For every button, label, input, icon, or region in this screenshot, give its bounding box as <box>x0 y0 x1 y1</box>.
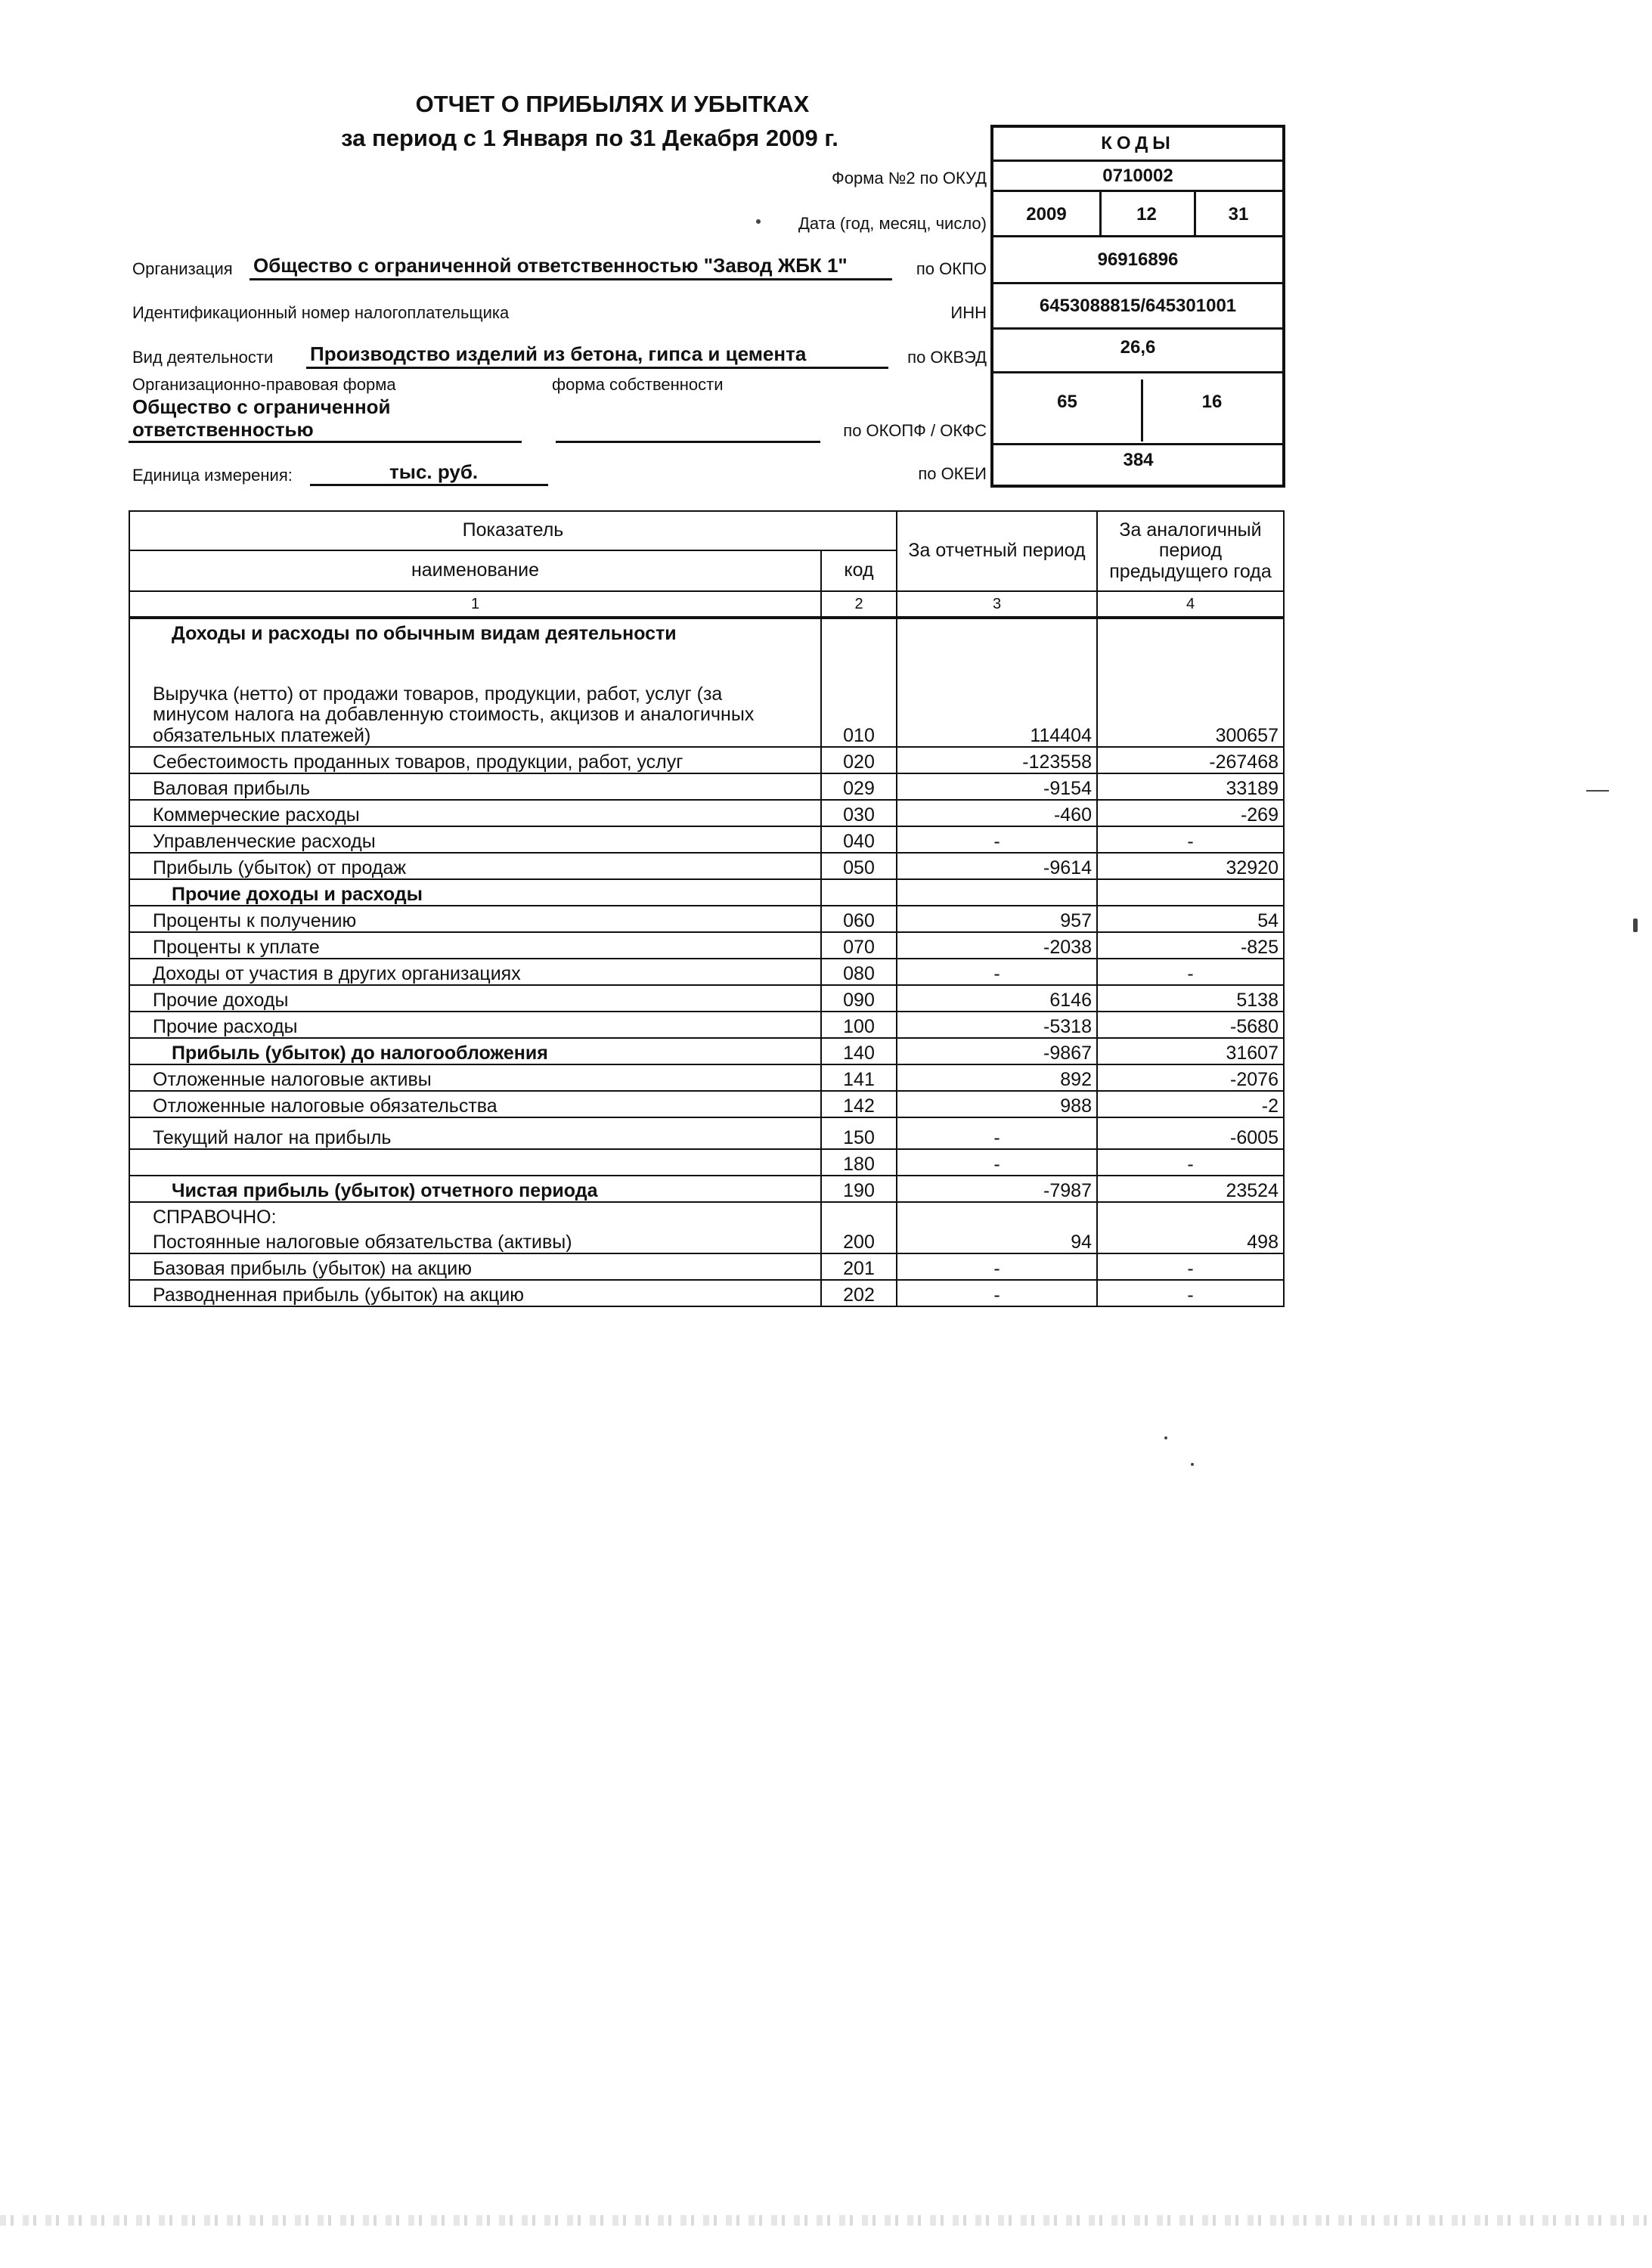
unit-label: Единица измерения: <box>132 466 293 485</box>
scan-speck <box>1164 1436 1167 1439</box>
divider <box>1141 380 1143 442</box>
scan-speck <box>1586 790 1609 792</box>
row-current: - <box>897 1280 1097 1306</box>
row-name: Разводненная прибыль (убыток) на акцию <box>129 1280 821 1306</box>
row-code: 141 <box>821 1064 897 1091</box>
codes-heading: КОДЫ <box>993 128 1282 162</box>
okei-label: по ОКЕИ <box>918 464 987 483</box>
row-previous: - <box>1097 1253 1284 1280</box>
header-current-period: За отчетный период <box>897 511 1097 591</box>
row-current: -460 <box>897 800 1097 826</box>
legal-form-line1: Общество с ограниченной <box>132 395 391 418</box>
activity-value: Производство изделий из бетона, гипса и цемента <box>310 342 807 365</box>
row-code: 180 <box>821 1149 897 1176</box>
activity-label: Вид деятельности <box>132 348 274 367</box>
row-current: -123558 <box>897 747 1097 773</box>
row-previous: -269 <box>1097 800 1284 826</box>
row-previous: -6005 <box>1097 1117 1284 1149</box>
okei-code: 384 <box>1123 450 1154 470</box>
row-code: 150 <box>821 1117 897 1149</box>
row-current: 957 <box>897 906 1097 932</box>
row-previous: - <box>1097 959 1284 985</box>
row-name: Текущий налог на прибыль <box>129 1117 821 1149</box>
row-current: -5318 <box>897 1012 1097 1038</box>
row-code: 050 <box>821 853 897 879</box>
table-row <box>129 879 1284 906</box>
table-row <box>129 1228 1284 1253</box>
row-previous: - <box>1097 1149 1284 1176</box>
table-row <box>129 1064 1284 1091</box>
legal-form-underline <box>129 441 522 443</box>
date-day: 31 <box>1228 204 1249 225</box>
scan-speck <box>1633 919 1638 932</box>
row-code: 060 <box>821 906 897 932</box>
row-code: 140 <box>821 1038 897 1064</box>
row-previous: 5138 <box>1097 985 1284 1012</box>
row-code: 202 <box>821 1280 897 1306</box>
row-current <box>897 879 1097 906</box>
okud-code: 0710002 <box>993 162 1282 192</box>
org-underline <box>250 278 892 280</box>
header-previous-period: За аналогичный период предыдущего года <box>1097 511 1284 591</box>
row-name: Прибыль (убыток) до налогообложения <box>129 1038 821 1064</box>
table-row <box>129 985 1284 1012</box>
ownership-underline <box>556 441 820 443</box>
row-code: 090 <box>821 985 897 1012</box>
row-current: 892 <box>897 1064 1097 1091</box>
ownership-label: форма собственности <box>552 375 724 394</box>
column-number: 3 <box>897 591 1097 618</box>
row-previous: 498 <box>1097 1228 1284 1253</box>
inn-code: 6453088815/645301001 <box>993 284 1282 330</box>
row-code <box>821 879 897 906</box>
row-name: Проценты к уплате <box>129 932 821 959</box>
row-current: 94 <box>897 1228 1097 1253</box>
row-name: Постоянные налоговые обязательства (активы) <box>129 1228 821 1253</box>
divider <box>1099 192 1102 237</box>
row-current <box>897 1202 1097 1228</box>
row-code: 029 <box>821 773 897 800</box>
row-current: 988 <box>897 1091 1097 1117</box>
row-previous: 54 <box>1097 906 1284 932</box>
okved-label: по ОКВЭД <box>907 348 987 367</box>
row-previous: -5680 <box>1097 1012 1284 1038</box>
income-statement-table <box>129 510 1285 1307</box>
row-previous: 32920 <box>1097 853 1284 879</box>
okved-code: 26,6 <box>993 330 1282 373</box>
row-name: Прибыль (убыток) от продаж <box>129 853 821 879</box>
okpo-label: по ОКПО <box>916 259 987 278</box>
row-previous: 31607 <box>1097 1038 1284 1064</box>
table-row <box>129 1117 1284 1149</box>
table-row <box>129 959 1284 985</box>
row-code: 200 <box>821 1228 897 1253</box>
report-period: за период с 1 Января по 31 Декабря 2009 г. <box>341 125 838 151</box>
row-name: СПРАВОЧНО: <box>129 1202 821 1228</box>
row-name: Прочие расходы <box>129 1012 821 1038</box>
row-name: Управленческие расходы <box>129 826 821 853</box>
inn-label: Идентификационный номер налогоплательщика <box>132 303 510 322</box>
header-indicator: Показатель <box>129 511 897 550</box>
row-previous: - <box>1097 826 1284 853</box>
okfs-code: 16 <box>1201 392 1223 412</box>
row-name: Проценты к получению <box>129 906 821 932</box>
divider <box>1194 192 1196 237</box>
table-row <box>129 1012 1284 1038</box>
row-name: Прочие доходы <box>129 985 821 1012</box>
row-previous <box>1097 1202 1284 1228</box>
row-name: Базовая прибыль (убыток) на акцию <box>129 1253 821 1280</box>
row-previous: 23524 <box>1097 1176 1284 1202</box>
inn-short-label: ИНН <box>950 303 987 322</box>
row-name: Чистая прибыль (убыток) отчетного периода <box>129 1176 821 1202</box>
row-code: 190 <box>821 1176 897 1202</box>
row-code: 080 <box>821 959 897 985</box>
okopf-label: по ОКОПФ / ОКФС <box>843 421 987 440</box>
row-current: - <box>897 1149 1097 1176</box>
row-current: -9867 <box>897 1038 1097 1064</box>
table-row <box>129 618 1284 644</box>
row-previous: - <box>1097 1280 1284 1306</box>
scan-speck <box>1191 1463 1194 1466</box>
row-current: -9614 <box>897 853 1097 879</box>
table-row <box>129 1253 1284 1280</box>
column-number: 1 <box>129 591 821 618</box>
row-code <box>821 618 897 644</box>
table-row <box>129 747 1284 773</box>
row-previous: -267468 <box>1097 747 1284 773</box>
report-title: ОТЧЕТ О ПРИБЫЛЯХ И УБЫТКАХ <box>415 91 810 117</box>
legal-form-line2: ответственностью <box>132 418 314 441</box>
row-name: Себестоимость проданных товаров, продукции, работ, услуг <box>129 747 821 773</box>
row-code: 040 <box>821 826 897 853</box>
table-row <box>129 1202 1284 1228</box>
table-row <box>129 1091 1284 1117</box>
row-name: Доходы и расходы по обычным видам деятельности <box>129 618 821 644</box>
table-row <box>129 1149 1284 1176</box>
date-month: 12 <box>1136 204 1157 225</box>
row-previous: -2076 <box>1097 1064 1284 1091</box>
row-previous: -825 <box>1097 932 1284 959</box>
header-code: код <box>821 550 897 591</box>
row-code <box>821 1202 897 1228</box>
row-current: - <box>897 826 1097 853</box>
row-current: -7987 <box>897 1176 1097 1202</box>
scan-speck <box>756 219 761 224</box>
date-label: Дата (год, месяц, число) <box>798 214 987 233</box>
row-code: 070 <box>821 932 897 959</box>
table-row <box>129 853 1284 879</box>
table-row <box>129 932 1284 959</box>
row-previous: -2 <box>1097 1091 1284 1117</box>
table-row <box>129 773 1284 800</box>
codes-box <box>990 125 1285 488</box>
table-row <box>129 1280 1284 1306</box>
column-number: 4 <box>1097 591 1284 618</box>
table-row <box>129 1038 1284 1064</box>
okopf-code: 65 <box>1057 392 1077 412</box>
org-label: Организация <box>132 259 233 278</box>
row-name: Выручка (нетто) от продажи товаров, продукции, работ, услуг (за минусом налога на добавленную стоимость, акцизов и аналогичных обязательных платежей) <box>129 644 821 747</box>
row-code: 020 <box>821 747 897 773</box>
row-code: 100 <box>821 1012 897 1038</box>
scan-edge <box>0 2215 1652 2226</box>
activity-underline <box>306 367 888 369</box>
row-name: Отложенные налоговые обязательства <box>129 1091 821 1117</box>
okud-label: Форма №2 по ОКУД <box>832 169 987 187</box>
row-code: 010 <box>821 644 897 747</box>
legal-form-label: Организационно-правовая форма <box>132 375 396 394</box>
row-current: - <box>897 1253 1097 1280</box>
row-current: -9154 <box>897 773 1097 800</box>
table-row <box>129 644 1284 747</box>
row-name: Валовая прибыль <box>129 773 821 800</box>
row-previous: 300657 <box>1097 644 1284 747</box>
row-name <box>129 1149 821 1176</box>
row-current: - <box>897 959 1097 985</box>
table-row <box>129 906 1284 932</box>
org-name: Общество с ограниченной ответственностью "Завод ЖБК 1" <box>253 254 848 277</box>
row-current: 114404 <box>897 644 1097 747</box>
row-current: 6146 <box>897 985 1097 1012</box>
row-code: 142 <box>821 1091 897 1117</box>
date-year: 2009 <box>1026 204 1067 225</box>
row-name: Доходы от участия в других организациях <box>129 959 821 985</box>
row-current: - <box>897 1117 1097 1149</box>
column-number: 2 <box>821 591 897 618</box>
row-code: 201 <box>821 1253 897 1280</box>
row-name: Отложенные налоговые активы <box>129 1064 821 1091</box>
table-row <box>129 1176 1284 1202</box>
okpo-code: 96916896 <box>993 237 1282 284</box>
header-name: наименование <box>129 550 821 591</box>
table-row <box>129 800 1284 826</box>
row-previous <box>1097 879 1284 906</box>
row-previous <box>1097 618 1284 644</box>
row-code: 030 <box>821 800 897 826</box>
row-name: Прочие доходы и расходы <box>129 879 821 906</box>
row-name: Коммерческие расходы <box>129 800 821 826</box>
table-row <box>129 826 1284 853</box>
unit-underline <box>310 484 548 486</box>
row-current <box>897 618 1097 644</box>
row-previous: 33189 <box>1097 773 1284 800</box>
unit-value: тыс. руб. <box>389 460 479 483</box>
row-current: -2038 <box>897 932 1097 959</box>
